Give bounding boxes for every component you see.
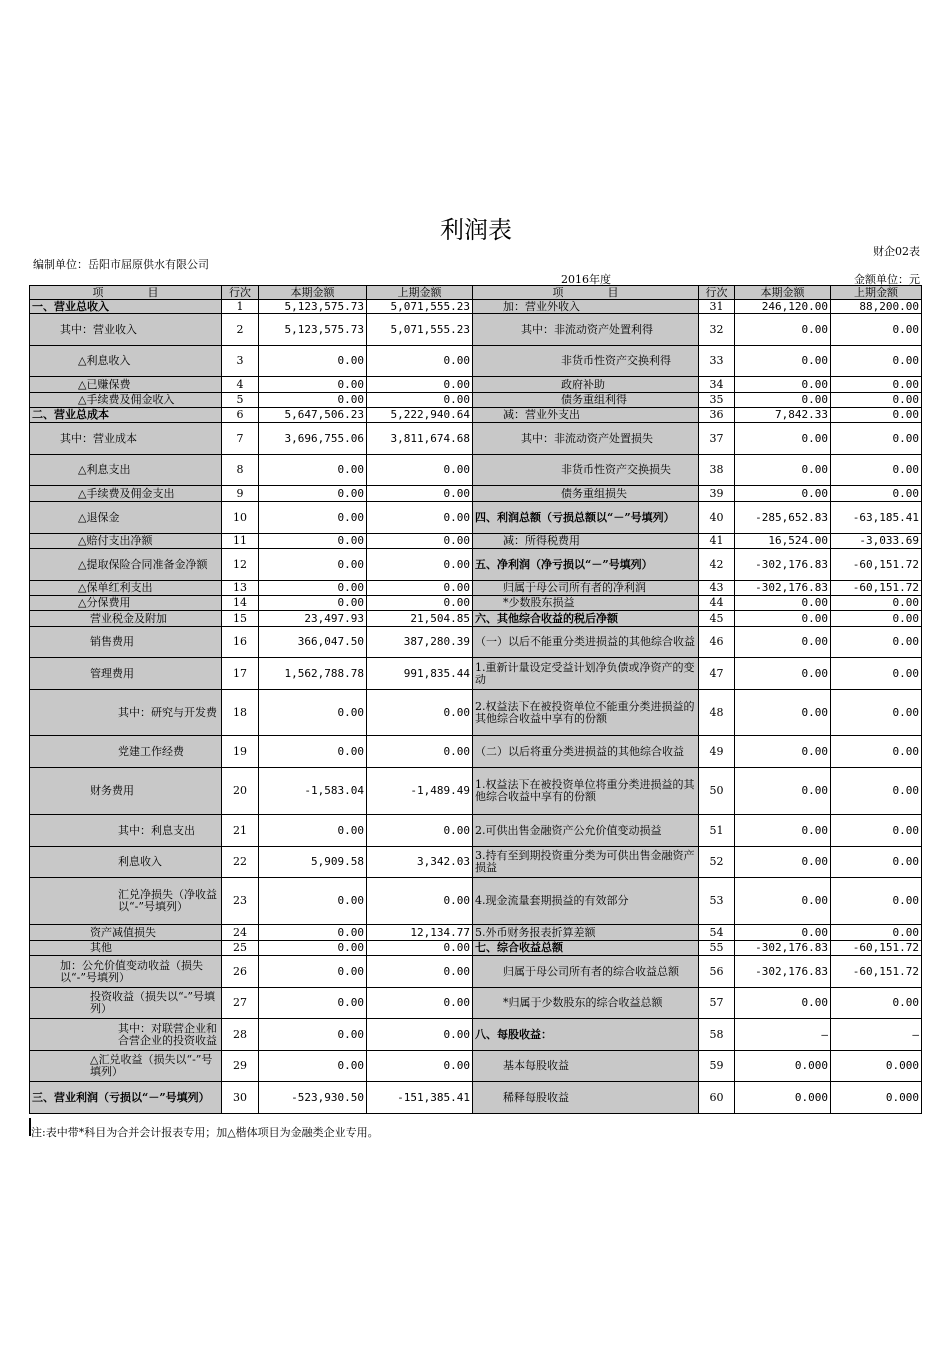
line-number: 15 (222, 611, 259, 627)
current-amount: 1,562,788.78 (259, 658, 367, 690)
current-amount: 5,647,506.23 (259, 408, 367, 423)
line-number: 3 (222, 346, 259, 377)
item-name: 五、净利润（净亏损以“－”号填列） (473, 549, 699, 581)
header-previous-left: 上期金额 (367, 286, 473, 300)
report-period: 2016年度 (561, 273, 611, 286)
line-number: 14 (222, 596, 259, 611)
previous-amount: 0.00 (831, 393, 922, 408)
current-amount: 0.00 (259, 549, 367, 581)
line-number: 7 (222, 423, 259, 455)
current-amount: 5,123,575.73 (259, 314, 367, 346)
table-row (30, 486, 922, 502)
current-amount: 0.00 (735, 768, 831, 815)
previous-amount: 0.00 (831, 596, 922, 611)
current-amount: 0.00 (259, 1019, 367, 1051)
current-amount: 0.00 (735, 377, 831, 393)
table-row (30, 941, 922, 956)
item-name: 稀释每股收益 (473, 1082, 699, 1114)
item-name: △提取保险合同准备金净额 (30, 549, 222, 581)
current-amount: -302,176.83 (735, 956, 831, 988)
line-number: 39 (699, 486, 735, 502)
line-number: 54 (699, 925, 735, 941)
previous-amount: 0.00 (367, 878, 473, 925)
current-amount: 7,842.33 (735, 408, 831, 423)
current-amount: 0.00 (259, 393, 367, 408)
current-amount: 0.00 (735, 486, 831, 502)
current-amount: 0.00 (259, 941, 367, 956)
current-amount: -285,652.83 (735, 502, 831, 534)
line-number: 12 (222, 549, 259, 581)
line-number: 19 (222, 736, 259, 768)
current-amount: 0.00 (735, 988, 831, 1019)
table-row (30, 314, 922, 346)
item-name: △利息支出 (30, 455, 222, 486)
line-number: 60 (699, 1082, 735, 1114)
current-amount: 0.00 (259, 925, 367, 941)
line-number: 8 (222, 455, 259, 486)
previous-amount: 3,811,674.68 (367, 423, 473, 455)
line-number: 5 (222, 393, 259, 408)
previous-amount: 0.00 (367, 596, 473, 611)
previous-amount: 0.00 (831, 768, 922, 815)
line-number: 34 (699, 377, 735, 393)
current-amount: 0.00 (259, 377, 367, 393)
item-name: 其中：利息支出 (30, 815, 222, 847)
line-number: 31 (699, 300, 735, 314)
current-amount: 0.000 (735, 1082, 831, 1114)
page-title: 利润表 (440, 216, 512, 244)
table-row (30, 300, 922, 314)
item-name: 减：所得税费用 (473, 534, 699, 549)
line-number: 58 (699, 1019, 735, 1051)
previous-amount: -1,489.49 (367, 768, 473, 815)
previous-amount: 88,200.00 (831, 300, 922, 314)
item-name: 三、营业利润（亏损以“－”号填列） (30, 1082, 222, 1114)
table-row (30, 408, 922, 423)
previous-amount: -63,185.41 (831, 502, 922, 534)
line-number: 49 (699, 736, 735, 768)
item-name: 其中：研究与开发费 (30, 690, 222, 736)
previous-amount: 5,071,555.23 (367, 314, 473, 346)
line-number: 21 (222, 815, 259, 847)
table-row (30, 658, 922, 690)
table-row (30, 925, 922, 941)
previous-amount: 0.00 (367, 690, 473, 736)
line-number: 40 (699, 502, 735, 534)
line-number: 37 (699, 423, 735, 455)
table-row (30, 1019, 922, 1051)
line-number: 55 (699, 941, 735, 956)
current-amount: 0.00 (735, 455, 831, 486)
current-amount: 5,123,575.73 (259, 300, 367, 314)
item-name: 基本每股收益 (473, 1051, 699, 1082)
item-name: 1.重新计量设定受益计划净负债或净资产的变动 (473, 658, 699, 690)
current-amount: 0.00 (259, 815, 367, 847)
line-number: 25 (222, 941, 259, 956)
previous-amount: 5,071,555.23 (367, 300, 473, 314)
line-number: 59 (699, 1051, 735, 1082)
item-name: 债务重组利得 (473, 393, 699, 408)
current-amount: 0.00 (259, 534, 367, 549)
table-row (30, 627, 922, 658)
table-row (30, 956, 922, 988)
table-header-row (30, 286, 922, 300)
previous-amount: 0.00 (831, 988, 922, 1019)
item-name: △手续费及佣金支出 (30, 486, 222, 502)
current-amount: — (735, 1019, 831, 1051)
previous-amount: 0.000 (831, 1082, 922, 1114)
previous-amount: -60,151.72 (831, 549, 922, 581)
item-name: 销售费用 (30, 627, 222, 658)
previous-amount: 0.00 (367, 1051, 473, 1082)
item-name: △已赚保费 (30, 377, 222, 393)
current-amount: 0.00 (735, 314, 831, 346)
item-name: △手续费及佣金收入 (30, 393, 222, 408)
line-number: 42 (699, 549, 735, 581)
previous-amount: 0.00 (367, 549, 473, 581)
current-amount: -302,176.83 (735, 581, 831, 596)
previous-amount: — (831, 1019, 922, 1051)
item-name: 八、每股收益： (473, 1019, 699, 1051)
line-number: 24 (222, 925, 259, 941)
line-number: 46 (699, 627, 735, 658)
previous-amount: 0.00 (831, 611, 922, 627)
line-number: 10 (222, 502, 259, 534)
item-name: （二）以后将重分类进损益的其他综合收益 (473, 736, 699, 768)
current-amount: 0.00 (735, 423, 831, 455)
item-name: 其他 (30, 941, 222, 956)
current-amount: 23,497.93 (259, 611, 367, 627)
item-name: △利息收入 (30, 346, 222, 377)
line-number: 56 (699, 956, 735, 988)
table-row (30, 393, 922, 408)
table-row (30, 549, 922, 581)
line-number: 22 (222, 847, 259, 878)
table-row (30, 988, 922, 1019)
previous-amount: 0.00 (831, 423, 922, 455)
current-amount: 0.000 (735, 1051, 831, 1082)
header-current-right: 本期金额 (735, 286, 831, 300)
current-amount: -523,930.50 (259, 1082, 367, 1114)
item-name: △分保费用 (30, 596, 222, 611)
previous-amount: 0.00 (367, 736, 473, 768)
footnote: 注:表中带*科目为合并会计报表专用；加△楷体项目为金融类企业专用。 (31, 1126, 379, 1139)
previous-amount: 0.00 (367, 581, 473, 596)
item-name: 利息收入 (30, 847, 222, 878)
line-number: 27 (222, 988, 259, 1019)
line-number: 17 (222, 658, 259, 690)
current-amount: 16,524.00 (735, 534, 831, 549)
line-number: 30 (222, 1082, 259, 1114)
current-amount: -1,583.04 (259, 768, 367, 815)
previous-amount: 387,280.39 (367, 627, 473, 658)
item-name: 政府补助 (473, 377, 699, 393)
previous-amount: 0.00 (367, 377, 473, 393)
item-name: 归属于母公司所有者的综合收益总额 (473, 956, 699, 988)
table-row (30, 1082, 922, 1114)
previous-amount: 0.00 (831, 736, 922, 768)
line-number: 11 (222, 534, 259, 549)
line-number: 35 (699, 393, 735, 408)
previous-amount: -3,033.69 (831, 534, 922, 549)
line-number: 13 (222, 581, 259, 596)
table-row (30, 377, 922, 393)
current-amount: 0.00 (259, 878, 367, 925)
current-amount: 0.00 (259, 736, 367, 768)
item-name: 一、营业总收入 (30, 300, 222, 314)
current-amount: 366,047.50 (259, 627, 367, 658)
line-number: 32 (699, 314, 735, 346)
item-name: 六、其他综合收益的税后净额 (473, 611, 699, 627)
header-current-left: 本期金额 (259, 286, 367, 300)
line-number: 26 (222, 956, 259, 988)
item-name: 其中：营业成本 (30, 423, 222, 455)
line-number: 38 (699, 455, 735, 486)
current-amount: 0.00 (259, 1051, 367, 1082)
header-line-left: 行次 (222, 286, 259, 300)
current-amount: 0.00 (259, 690, 367, 736)
header-line-right: 行次 (699, 286, 735, 300)
table-row (30, 596, 922, 611)
item-name: *归属于少数股东的综合收益总额 (473, 988, 699, 1019)
current-amount: 0.00 (259, 486, 367, 502)
item-name: 2.可供出售金融资产公允价值变动损益 (473, 815, 699, 847)
item-name: △汇兑收益（损失以“-”号填列） (30, 1051, 222, 1082)
previous-amount: 0.00 (831, 377, 922, 393)
current-amount: 0.00 (735, 925, 831, 941)
line-number: 20 (222, 768, 259, 815)
previous-amount: 21,504.85 (367, 611, 473, 627)
line-number: 44 (699, 596, 735, 611)
current-amount: -302,176.83 (735, 941, 831, 956)
item-name: 1.权益法下在被投资单位将重分类进损益的其他综合收益中享有的份额 (473, 768, 699, 815)
line-number: 9 (222, 486, 259, 502)
line-number: 52 (699, 847, 735, 878)
table-row (30, 581, 922, 596)
header-item-left: 项 目 (30, 286, 222, 300)
item-name: *少数股东损益 (473, 596, 699, 611)
item-name: （一）以后不能重分类进损益的其他综合收益 (473, 627, 699, 658)
table-row (30, 847, 922, 878)
line-number: 43 (699, 581, 735, 596)
previous-amount: 0.00 (367, 502, 473, 534)
header-previous-right: 上期金额 (831, 286, 922, 300)
item-name: 七、综合收益总额 (473, 941, 699, 956)
previous-amount: 0.00 (367, 393, 473, 408)
table-row (30, 502, 922, 534)
current-amount: 0.00 (735, 815, 831, 847)
item-name: 3.持有至到期投资重分类为可供出售金融资产损益 (473, 847, 699, 878)
table-row (30, 815, 922, 847)
item-name: 减：营业外支出 (473, 408, 699, 423)
previous-amount: -60,151.72 (831, 956, 922, 988)
previous-amount: 0.00 (831, 878, 922, 925)
previous-amount: 0.00 (831, 925, 922, 941)
item-name: 财务费用 (30, 768, 222, 815)
current-amount: 5,909.58 (259, 847, 367, 878)
income-statement-table (29, 285, 922, 1114)
previous-amount: 0.00 (831, 408, 922, 423)
previous-amount: 12,134.77 (367, 925, 473, 941)
previous-amount: -60,151.72 (831, 581, 922, 596)
current-amount: 246,120.00 (735, 300, 831, 314)
previous-amount: 0.00 (831, 486, 922, 502)
item-name: 营业税金及附加 (30, 611, 222, 627)
current-amount: 0.00 (735, 736, 831, 768)
item-name: 归属于母公司所有者的净利润 (473, 581, 699, 596)
current-amount: 0.00 (735, 690, 831, 736)
previous-amount: 0.00 (831, 627, 922, 658)
current-amount: 0.00 (259, 581, 367, 596)
line-number: 28 (222, 1019, 259, 1051)
current-amount: 0.00 (735, 658, 831, 690)
table-row (30, 611, 922, 627)
previous-amount: 0.00 (831, 346, 922, 377)
table-row (30, 423, 922, 455)
current-amount: 0.00 (735, 596, 831, 611)
previous-amount: 0.00 (367, 815, 473, 847)
item-name: 债务重组损失 (473, 486, 699, 502)
item-name: 其中：营业收入 (30, 314, 222, 346)
previous-amount: 0.00 (367, 988, 473, 1019)
previous-amount: 0.000 (831, 1051, 922, 1082)
table-row (30, 346, 922, 377)
line-number: 51 (699, 815, 735, 847)
current-amount: 0.00 (735, 878, 831, 925)
current-amount: 0.00 (259, 956, 367, 988)
item-name: 资产减值损失 (30, 925, 222, 941)
previous-amount: 0.00 (831, 658, 922, 690)
line-number: 50 (699, 768, 735, 815)
previous-amount: 0.00 (367, 346, 473, 377)
item-name: 其中：非流动资产处置利得 (473, 314, 699, 346)
table-row (30, 768, 922, 815)
item-name: 非货币性资产交换利得 (473, 346, 699, 377)
current-amount: 0.00 (735, 346, 831, 377)
current-amount: 0.00 (735, 393, 831, 408)
item-name: 2.权益法下在被投资单位不能重分类进损益的其他综合收益中享有的份额 (473, 690, 699, 736)
previous-amount: 991,835.44 (367, 658, 473, 690)
item-name: △保单红利支出 (30, 581, 222, 596)
previous-amount: 5,222,940.64 (367, 408, 473, 423)
item-name: 非货币性资产交换损失 (473, 455, 699, 486)
current-amount: 0.00 (259, 988, 367, 1019)
previous-amount: 0.00 (831, 815, 922, 847)
previous-amount: 0.00 (831, 455, 922, 486)
current-amount: 0.00 (735, 847, 831, 878)
line-number: 2 (222, 314, 259, 346)
item-name: 管理费用 (30, 658, 222, 690)
previous-amount: 0.00 (367, 941, 473, 956)
line-number: 1 (222, 300, 259, 314)
statement-body (30, 300, 922, 1114)
previous-amount: 3,342.03 (367, 847, 473, 878)
table-row (30, 878, 922, 925)
line-number: 48 (699, 690, 735, 736)
company-name: 编制单位：岳阳市屈原供水有限公司 (33, 258, 209, 271)
item-name: 其中：非流动资产处置损失 (473, 423, 699, 455)
previous-amount: 0.00 (367, 455, 473, 486)
item-name: 5.外币财务报表折算差额 (473, 925, 699, 941)
item-name: △退保金 (30, 502, 222, 534)
line-number: 18 (222, 690, 259, 736)
table-row (30, 690, 922, 736)
current-amount: 0.00 (735, 611, 831, 627)
item-name: 投资收益（损失以“-”号填列） (30, 988, 222, 1019)
item-name: 四、利润总额（亏损总额以“－”号填列） (473, 502, 699, 534)
previous-amount: 0.00 (367, 956, 473, 988)
item-name: 加：公允价值变动收益（损失以“-”号填列） (30, 956, 222, 988)
table-row (30, 736, 922, 768)
previous-amount: -60,151.72 (831, 941, 922, 956)
currency-unit: 金额单位：元 (854, 273, 920, 286)
item-name: △赔付支出净额 (30, 534, 222, 549)
item-name: 4.现金流量套期损益的有效部分 (473, 878, 699, 925)
current-amount: -302,176.83 (735, 549, 831, 581)
item-name: 党建工作经费 (30, 736, 222, 768)
line-number: 23 (222, 878, 259, 925)
current-amount: 0.00 (259, 502, 367, 534)
table-row (30, 534, 922, 549)
item-name: 汇兑净损失（净收益以“-”号填列） (30, 878, 222, 925)
previous-amount: 0.00 (831, 847, 922, 878)
form-code: 财企02表 (873, 245, 920, 258)
previous-amount: 0.00 (367, 534, 473, 549)
line-number: 29 (222, 1051, 259, 1082)
current-amount: 0.00 (259, 455, 367, 486)
current-amount: 0.00 (735, 627, 831, 658)
current-amount: 0.00 (259, 596, 367, 611)
line-number: 53 (699, 878, 735, 925)
current-amount: 3,696,755.06 (259, 423, 367, 455)
previous-amount: 0.00 (831, 314, 922, 346)
item-name: 其中：对联营企业和合营企业的投资收益 (30, 1019, 222, 1051)
table-row (30, 455, 922, 486)
table-row (30, 1051, 922, 1082)
header-item-right: 项 目 (473, 286, 699, 300)
line-number: 16 (222, 627, 259, 658)
previous-amount: 0.00 (367, 486, 473, 502)
line-number: 47 (699, 658, 735, 690)
line-number: 57 (699, 988, 735, 1019)
previous-amount: -151,385.41 (367, 1082, 473, 1114)
line-number: 36 (699, 408, 735, 423)
previous-amount: 0.00 (831, 690, 922, 736)
item-name: 加：营业外收入 (473, 300, 699, 314)
line-number: 6 (222, 408, 259, 423)
line-number: 45 (699, 611, 735, 627)
line-number: 41 (699, 534, 735, 549)
previous-amount: 0.00 (367, 1019, 473, 1051)
line-number: 4 (222, 377, 259, 393)
item-name: 二、营业总成本 (30, 408, 222, 423)
current-amount: 0.00 (259, 346, 367, 377)
line-number: 33 (699, 346, 735, 377)
